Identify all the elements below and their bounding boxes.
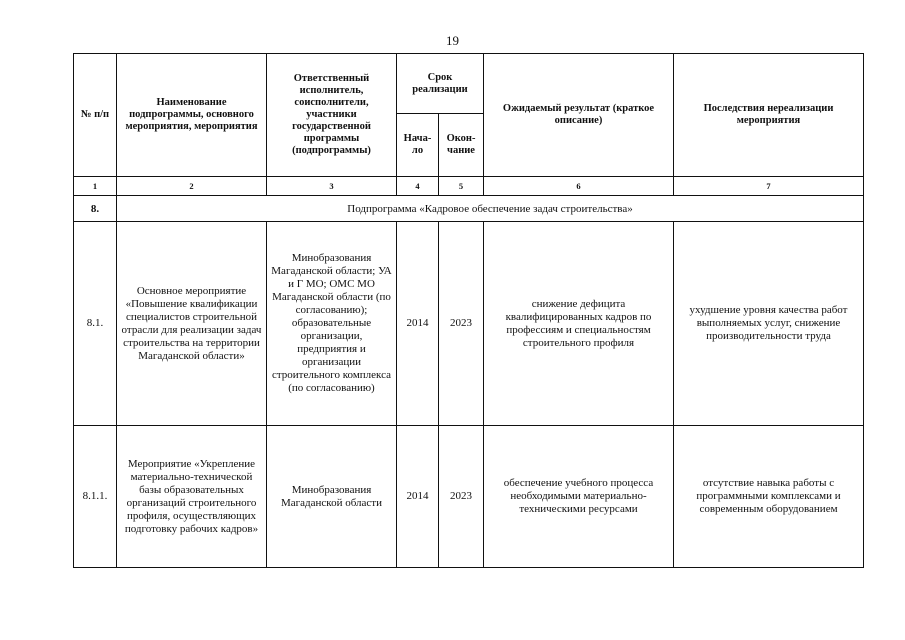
header-executor: Ответственный исполнитель, соисполнители, участники государственной программы (подпрограммы) xyxy=(267,54,397,177)
table-row xyxy=(74,426,864,568)
column-number: 6 xyxy=(484,177,674,196)
header-start: Нача-ло xyxy=(397,114,439,177)
column-number: 1 xyxy=(74,177,117,196)
row-name: Основное мероприятие «Повышение квалификации специалистов строительной отрасли для реализации задач строительства на территории Магаданской области» xyxy=(117,222,267,426)
row-executor: Минобразования Магаданской области; УА и Г МО; ОМС МО Магаданской области (по согласованию); образовательные организации, предприятия и организации строительного комплекса (по согласованию) xyxy=(267,222,397,426)
page-number: 19 xyxy=(446,33,459,48)
subprogram-row xyxy=(74,196,864,222)
row-end: 2023 xyxy=(439,222,484,426)
row-result: снижение дефицита квалифицированных кадров по профессиям и специальностям строительного профиля xyxy=(484,222,674,426)
header-row xyxy=(74,54,864,114)
header-term: Срок реализации xyxy=(397,54,484,114)
row-start: 2014 xyxy=(397,222,439,426)
header-end: Окон-чание xyxy=(439,114,484,177)
column-number: 3 xyxy=(267,177,397,196)
row-num: 8.1. xyxy=(74,222,117,426)
subprogram-num: 8. xyxy=(74,196,117,222)
header-consequences: Последствия нереализации мероприятия xyxy=(674,54,864,177)
table-row xyxy=(74,222,864,426)
column-number: 4 xyxy=(397,177,439,196)
row-consequences: ухудшение уровня качества работ выполняемых услуг, снижение производительности труда xyxy=(674,222,864,426)
row-executor: Минобразования Магаданской области xyxy=(267,426,397,568)
subprogram-title: Подпрограмма «Кадровое обеспечение задач строительства» xyxy=(117,196,864,222)
program-table xyxy=(73,53,864,568)
row-consequences: отсутствие навыка работы с программными комплексами и современным оборудованием xyxy=(674,426,864,568)
row-result: обеспечение учебного процесса необходимыми материально-техническими ресурсами xyxy=(484,426,674,568)
header-result: Ожидаемый результат (краткое описание) xyxy=(484,54,674,177)
row-num: 8.1.1. xyxy=(74,426,117,568)
column-number: 7 xyxy=(674,177,864,196)
column-number: 5 xyxy=(439,177,484,196)
row-end: 2023 xyxy=(439,426,484,568)
column-number-row xyxy=(74,177,864,196)
header-num: № п/п xyxy=(74,54,117,177)
row-name: Мероприятие «Укрепление материально-технической базы образовательных организаций строительного профиля, осуществляющих подготовку рабочих кадров» xyxy=(117,426,267,568)
row-start: 2014 xyxy=(397,426,439,568)
header-name: Наименование подпрограммы, основного мероприятия, мероприятия xyxy=(117,54,267,177)
column-number: 2 xyxy=(117,177,267,196)
